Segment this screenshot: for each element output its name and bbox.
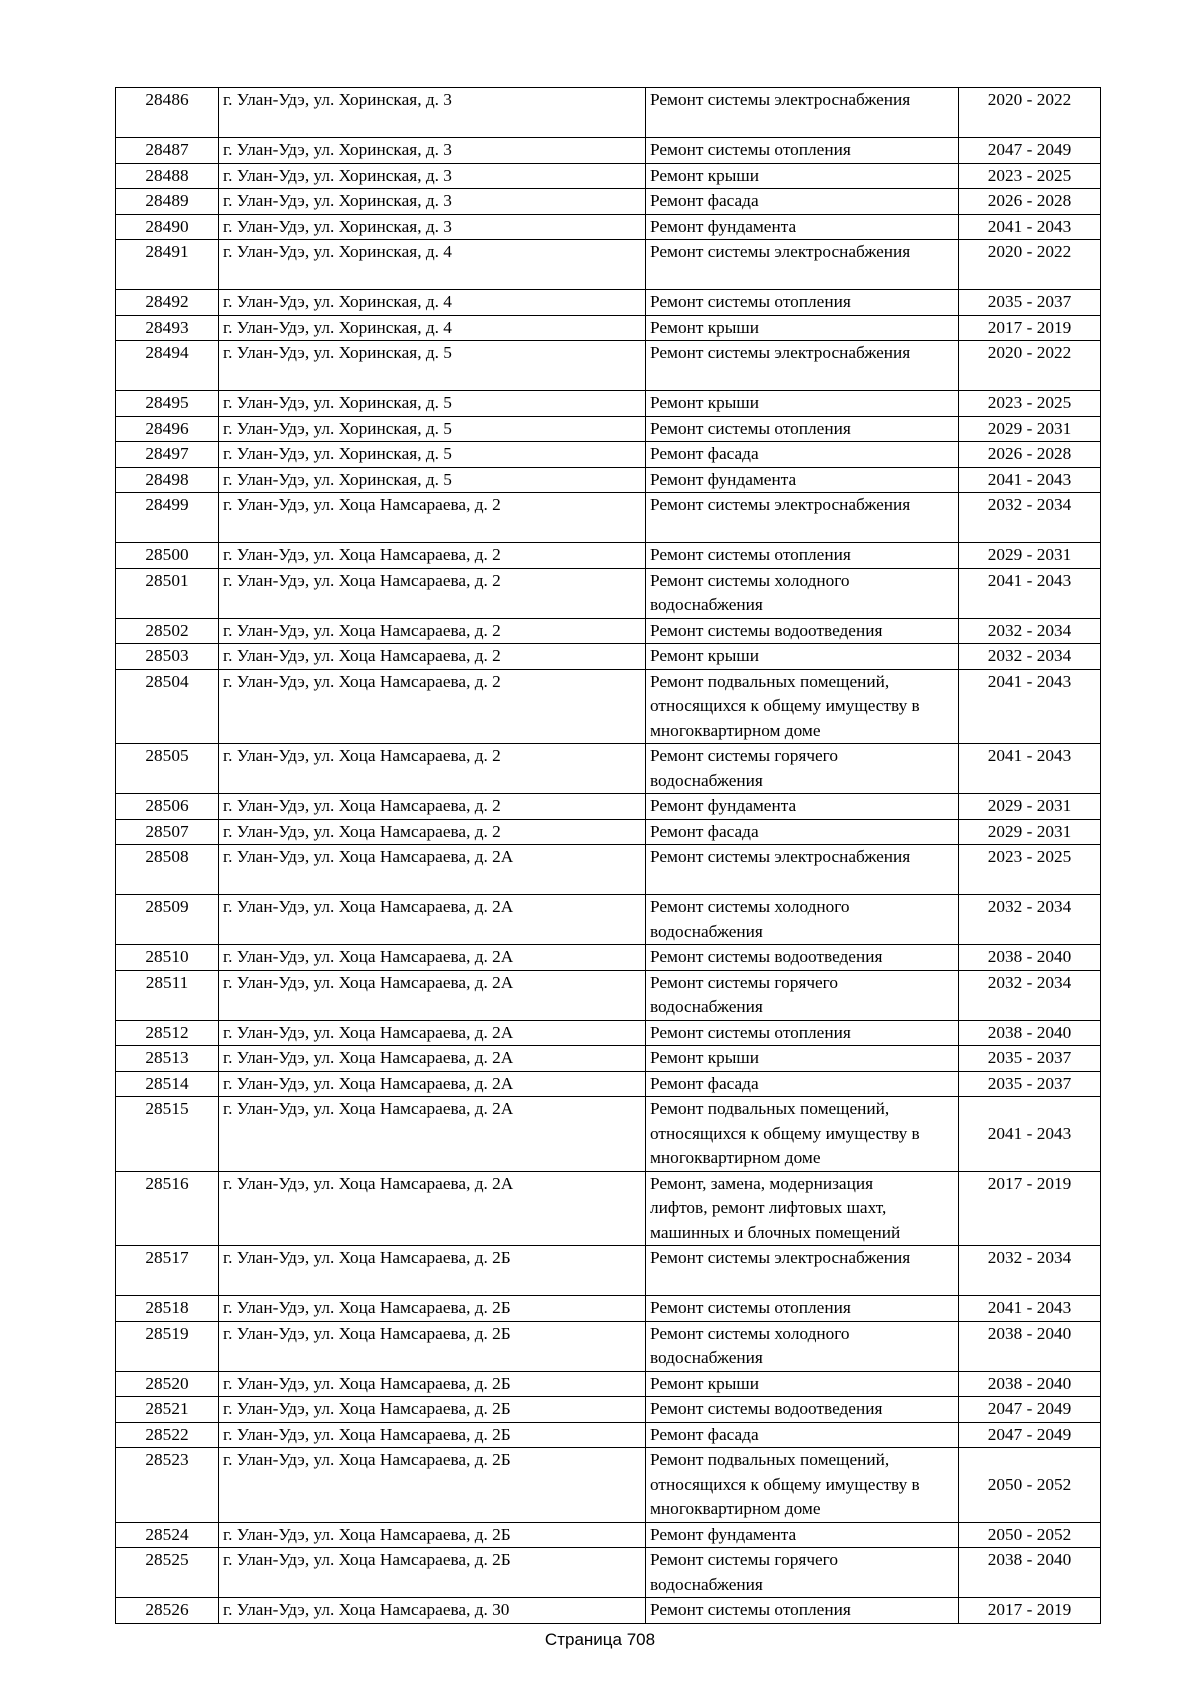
table-row — [116, 442, 1101, 468]
work-line: водоснабжения — [650, 997, 763, 1016]
cell-period: 2047 - 2049 — [959, 138, 1101, 164]
table-row — [116, 214, 1101, 240]
cell-period: 2020 - 2022 — [959, 341, 1101, 391]
cell-work-type — [646, 618, 959, 644]
cell-address: г. Улан-Удэ, ул. Хоца Намсараева, д. 2Б — [219, 1246, 646, 1296]
work-line: Ремонт системы холодного — [650, 570, 850, 590]
work-line: Ремонт системы электроснабжения — [650, 1248, 911, 1267]
work-line: Ремонт фундамента — [650, 796, 797, 815]
cell-id: 28496 — [116, 416, 219, 442]
cell-id: 28513 — [116, 1046, 219, 1072]
cell-work-type — [646, 138, 959, 164]
table-row — [116, 543, 1101, 569]
work-line: Ремонт системы отопления — [650, 292, 851, 311]
cell-period: 2041 - 2043 — [959, 744, 1101, 794]
cell-id: 28512 — [116, 1020, 219, 1046]
cell-address: г. Улан-Удэ, ул. Хоца Намсараева, д. 2 — [219, 618, 646, 644]
cell-address: г. Улан-Удэ, ул. Хоца Намсараева, д. 2 — [219, 568, 646, 618]
table-row — [116, 1020, 1101, 1046]
cell-work-type — [646, 391, 959, 417]
cell-address: г. Улан-Удэ, ул. Хоца Намсараева, д. 2Б — [219, 1522, 646, 1548]
cell-id: 28519 — [116, 1321, 219, 1371]
work-line: Ремонт системы электроснабжения — [650, 495, 911, 514]
table-row — [116, 568, 1101, 618]
table-row — [116, 1548, 1101, 1598]
cell-period: 2041 - 2043 — [959, 1296, 1101, 1322]
cell-work-type — [646, 442, 959, 468]
cell-work-type — [646, 669, 959, 744]
cell-address: г. Улан-Удэ, ул. Хоца Намсараева, д. 2А — [219, 1046, 646, 1072]
cell-address: г. Улан-Удэ, ул. Хоринская, д. 4 — [219, 315, 646, 341]
work-line: Ремонт системы холодного — [650, 1323, 850, 1343]
cell-id: 28495 — [116, 391, 219, 417]
cell-address: г. Улан-Удэ, ул. Хоца Намсараева, д. 2Б — [219, 1321, 646, 1371]
cell-work-type — [646, 214, 959, 240]
cell-id: 28524 — [116, 1522, 219, 1548]
cell-work-type — [646, 644, 959, 670]
table-row — [116, 1246, 1101, 1296]
cell-period: 2038 - 2040 — [959, 1371, 1101, 1397]
cell-id: 28502 — [116, 618, 219, 644]
cell-id: 28509 — [116, 895, 219, 945]
cell-id: 28515 — [116, 1097, 219, 1172]
cell-work-type — [646, 1397, 959, 1423]
cell-address: г. Улан-Удэ, ул. Хоринская, д. 3 — [219, 163, 646, 189]
cell-id: 28499 — [116, 493, 219, 543]
cell-id: 28514 — [116, 1071, 219, 1097]
table-row — [116, 945, 1101, 971]
work-line: относящихся к общему имуществу в — [650, 696, 920, 715]
cell-work-type — [646, 493, 959, 543]
cell-address: г. Улан-Удэ, ул. Хоца Намсараева, д. 2А — [219, 1071, 646, 1097]
table-row — [116, 341, 1101, 391]
cell-id: 28493 — [116, 315, 219, 341]
cell-address: г. Улан-Удэ, ул. Хоца Намсараева, д. 30 — [219, 1598, 646, 1624]
work-line: Ремонт фундамента — [650, 1524, 797, 1544]
cell-id: 28505 — [116, 744, 219, 794]
work-line: Ремонт системы электроснабжения — [650, 847, 911, 866]
cell-work-type — [646, 1071, 959, 1097]
cell-work-type — [646, 895, 959, 945]
work-line: Ремонт системы водоотведения — [650, 1399, 883, 1418]
table-row — [116, 391, 1101, 417]
cell-period: 2017 - 2019 — [959, 1598, 1101, 1624]
work-line: Ремонт фасада — [650, 191, 759, 210]
cell-work-type — [646, 1598, 959, 1624]
cell-work-type — [646, 341, 959, 391]
cell-address: г. Улан-Удэ, ул. Хоца Намсараева, д. 2А — [219, 845, 646, 895]
cell-work-type — [646, 1321, 959, 1371]
cell-work-type — [646, 1246, 959, 1296]
cell-id: 28522 — [116, 1422, 219, 1448]
cell-period: 2041 - 2043 — [959, 1097, 1101, 1172]
cell-work-type — [646, 1371, 959, 1397]
cell-work-type — [646, 1448, 959, 1523]
cell-address: г. Улан-Удэ, ул. Хоринская, д. 3 — [219, 88, 646, 138]
cell-id: 28507 — [116, 819, 219, 845]
cell-address: г. Улан-Удэ, ул. Хоца Намсараева, д. 2 — [219, 669, 646, 744]
table-row — [116, 1046, 1101, 1072]
work-line: Ремонт системы электроснабжения — [650, 90, 911, 109]
table-body — [116, 88, 1101, 1624]
cell-work-type — [646, 240, 959, 290]
cell-id: 28498 — [116, 467, 219, 493]
table-row — [116, 1097, 1101, 1172]
table-row — [116, 644, 1101, 670]
cell-id: 28504 — [116, 669, 219, 744]
work-line: Ремонт подвальных помещений, — [650, 1450, 890, 1469]
table-row — [116, 189, 1101, 215]
cell-period: 2032 - 2034 — [959, 644, 1101, 670]
table-row — [116, 1522, 1101, 1548]
table-row — [116, 1171, 1101, 1246]
work-line: Ремонт подвальных помещений, — [650, 1099, 890, 1118]
cell-work-type — [646, 1020, 959, 1046]
work-line: Ремонт фундамента — [650, 216, 797, 236]
cell-work-type — [646, 1548, 959, 1598]
cell-period: 2050 - 2052 — [959, 1448, 1101, 1523]
table-row — [116, 819, 1101, 845]
table-row — [116, 290, 1101, 316]
table-row — [116, 493, 1101, 543]
cell-address: г. Улан-Удэ, ул. Хоринская, д. 4 — [219, 290, 646, 316]
work-line: Ремонт подвальных помещений, — [650, 671, 890, 691]
cell-period: 2035 - 2037 — [959, 1071, 1101, 1097]
table-row — [116, 744, 1101, 794]
work-line: водоснабжения — [650, 595, 763, 614]
cell-address: г. Улан-Удэ, ул. Хоца Намсараева, д. 2Б — [219, 1422, 646, 1448]
work-line: Ремонт системы отопления — [650, 140, 851, 159]
cell-period: 2050 - 2052 — [959, 1522, 1101, 1548]
work-line: Ремонт системы отопления — [650, 418, 851, 438]
cell-period: 2026 - 2028 — [959, 442, 1101, 468]
cell-work-type — [646, 163, 959, 189]
work-line: относящихся к общему имуществу в — [650, 1123, 920, 1143]
cell-period: 2032 - 2034 — [959, 493, 1101, 543]
work-line: Ремонт фасада — [650, 1424, 759, 1444]
cell-period: 2026 - 2028 — [959, 189, 1101, 215]
work-line: Ремонт системы электроснабжения — [650, 343, 911, 362]
cell-address: г. Улан-Удэ, ул. Хоца Намсараева, д. 2 — [219, 819, 646, 845]
cell-work-type — [646, 819, 959, 845]
work-line: Ремонт системы отопления — [650, 1298, 851, 1317]
cell-address: г. Улан-Удэ, ул. Хоринская, д. 3 — [219, 189, 646, 215]
table-row — [116, 315, 1101, 341]
table-row — [116, 1321, 1101, 1371]
cell-work-type — [646, 88, 959, 138]
cell-address: г. Улан-Удэ, ул. Хоца Намсараева, д. 2 — [219, 744, 646, 794]
cell-address: г. Улан-Удэ, ул. Хоринская, д. 4 — [219, 240, 646, 290]
cell-address: г. Улан-Удэ, ул. Хоца Намсараева, д. 2Б — [219, 1371, 646, 1397]
work-line: водоснабжения — [650, 1348, 763, 1367]
table-row — [116, 416, 1101, 442]
cell-period: 2029 - 2031 — [959, 794, 1101, 820]
cell-period: 2041 - 2043 — [959, 467, 1101, 493]
cell-work-type — [646, 416, 959, 442]
cell-work-type — [646, 1171, 959, 1246]
work-line: Ремонт системы горячего — [650, 1550, 838, 1569]
cell-period: 2029 - 2031 — [959, 416, 1101, 442]
cell-period: 2041 - 2043 — [959, 669, 1101, 744]
cell-address: г. Улан-Удэ, ул. Хоца Намсараева, д. 2Б — [219, 1448, 646, 1523]
page-number: Страница 708 — [544, 1630, 656, 1649]
cell-address: г. Улан-Удэ, ул. Хоца Намсараева, д. 2А — [219, 970, 646, 1020]
cell-id: 28508 — [116, 845, 219, 895]
cell-address: г. Улан-Удэ, ул. Хоринская, д. 5 — [219, 467, 646, 493]
cell-id: 28526 — [116, 1598, 219, 1624]
table-row — [116, 1397, 1101, 1423]
work-line: Ремонт системы горячего — [650, 746, 838, 765]
cell-address: г. Улан-Удэ, ул. Хоца Намсараева, д. 2А — [219, 1097, 646, 1172]
cell-id: 28517 — [116, 1246, 219, 1296]
cell-id: 28525 — [116, 1548, 219, 1598]
cell-id: 28486 — [116, 88, 219, 138]
cell-work-type — [646, 189, 959, 215]
cell-address: г. Улан-Удэ, ул. Хоринская, д. 5 — [219, 416, 646, 442]
capital-repair-table — [115, 87, 1101, 1624]
work-line: многоквартирном доме — [650, 1499, 821, 1518]
table-row — [116, 1422, 1101, 1448]
cell-period: 2020 - 2022 — [959, 240, 1101, 290]
cell-work-type — [646, 467, 959, 493]
cell-address: г. Улан-Удэ, ул. Хоринская, д. 5 — [219, 391, 646, 417]
cell-address: г. Улан-Удэ, ул. Хоца Намсараева, д. 2А — [219, 945, 646, 971]
cell-id: 28506 — [116, 794, 219, 820]
work-line: Ремонт системы отопления — [650, 545, 851, 564]
cell-id: 28500 — [116, 543, 219, 569]
work-line: Ремонт фасада — [650, 821, 759, 841]
cell-period: 2032 - 2034 — [959, 618, 1101, 644]
work-line: многоквартирном доме — [650, 1148, 821, 1167]
table-row — [116, 845, 1101, 895]
cell-period: 2017 - 2019 — [959, 315, 1101, 341]
cell-id: 28523 — [116, 1448, 219, 1523]
work-line: водоснабжения — [650, 921, 763, 941]
table-row — [116, 1598, 1101, 1624]
work-line: Ремонт системы холодного — [650, 897, 850, 916]
work-line: Ремонт системы горячего — [650, 972, 838, 992]
table-row — [116, 467, 1101, 493]
cell-work-type — [646, 794, 959, 820]
cell-period: 2038 - 2040 — [959, 1548, 1101, 1598]
cell-work-type — [646, 543, 959, 569]
work-line: многоквартирном доме — [650, 720, 821, 740]
cell-address: г. Улан-Удэ, ул. Хоца Намсараева, д. 2А — [219, 1171, 646, 1246]
cell-id: 28503 — [116, 644, 219, 670]
work-line: Ремонт системы водоотведения — [650, 620, 883, 640]
work-line: водоснабжения — [650, 1574, 763, 1594]
cell-id: 28497 — [116, 442, 219, 468]
table-row — [116, 240, 1101, 290]
cell-id: 28492 — [116, 290, 219, 316]
cell-period: 2035 - 2037 — [959, 290, 1101, 316]
work-line: Ремонт фасада — [650, 1073, 759, 1093]
cell-address: г. Улан-Удэ, ул. Хоринская, д. 5 — [219, 442, 646, 468]
work-line: относящихся к общему имуществу в — [650, 1474, 920, 1494]
cell-period: 2038 - 2040 — [959, 1020, 1101, 1046]
cell-work-type — [646, 315, 959, 341]
cell-period: 2032 - 2034 — [959, 1246, 1101, 1296]
cell-address: г. Улан-Удэ, ул. Хоринская, д. 3 — [219, 214, 646, 240]
table-row — [116, 88, 1101, 138]
work-line: Ремонт фасада — [650, 444, 759, 463]
cell-period: 2038 - 2040 — [959, 1321, 1101, 1371]
work-line: Ремонт системы водоотведения — [650, 947, 883, 966]
cell-period: 2017 - 2019 — [959, 1171, 1101, 1246]
cell-period: 2035 - 2037 — [959, 1046, 1101, 1072]
cell-address: г. Улан-Удэ, ул. Хоца Намсараева, д. 2 — [219, 794, 646, 820]
table-row — [116, 138, 1101, 164]
work-line: машинных и блочных помещений — [650, 1222, 901, 1242]
table-row — [116, 1296, 1101, 1322]
table-row — [116, 669, 1101, 744]
cell-address: г. Улан-Удэ, ул. Хоца Намсараева, д. 2А — [219, 1020, 646, 1046]
cell-id: 28490 — [116, 214, 219, 240]
work-line: Ремонт системы отопления — [650, 1600, 851, 1619]
cell-address: г. Улан-Удэ, ул. Хоца Намсараева, д. 2Б — [219, 1296, 646, 1322]
cell-work-type — [646, 1522, 959, 1548]
cell-period: 2029 - 2031 — [959, 819, 1101, 845]
work-line: водоснабжения — [650, 770, 763, 790]
work-line: Ремонт системы электроснабжения — [650, 242, 911, 261]
work-line: Ремонт фундамента — [650, 469, 797, 489]
cell-period: 2023 - 2025 — [959, 845, 1101, 895]
cell-period: 2047 - 2049 — [959, 1422, 1101, 1448]
cell-work-type — [646, 1296, 959, 1322]
work-line: Ремонт крыши — [650, 165, 759, 185]
cell-id: 28494 — [116, 341, 219, 391]
cell-address: г. Улан-Удэ, ул. Хоринская, д. 5 — [219, 341, 646, 391]
cell-work-type — [646, 945, 959, 971]
work-line: лифтов, ремонт лифтовых шахт, — [650, 1198, 887, 1217]
cell-id: 28501 — [116, 568, 219, 618]
cell-id: 28487 — [116, 138, 219, 164]
cell-period: 2032 - 2034 — [959, 895, 1101, 945]
cell-work-type — [646, 568, 959, 618]
table-row — [116, 163, 1101, 189]
cell-id: 28489 — [116, 189, 219, 215]
cell-id: 28488 — [116, 163, 219, 189]
cell-id: 28518 — [116, 1296, 219, 1322]
work-line: Ремонт крыши — [650, 646, 759, 665]
table-row — [116, 1371, 1101, 1397]
cell-address: г. Улан-Удэ, ул. Хоца Намсараева, д. 2А — [219, 895, 646, 945]
cell-id: 28520 — [116, 1371, 219, 1397]
cell-address: г. Улан-Удэ, ул. Хоца Намсараева, д. 2Б — [219, 1548, 646, 1598]
cell-address: г. Улан-Удэ, ул. Хоца Намсараева, д. 2Б — [219, 1397, 646, 1423]
cell-work-type — [646, 1046, 959, 1072]
cell-period: 2020 - 2022 — [959, 88, 1101, 138]
work-line: Ремонт крыши — [650, 1373, 759, 1393]
cell-period: 2041 - 2043 — [959, 568, 1101, 618]
cell-work-type — [646, 845, 959, 895]
work-line: Ремонт крыши — [650, 317, 759, 337]
work-line: Ремонт крыши — [650, 393, 759, 412]
cell-id: 28511 — [116, 970, 219, 1020]
cell-address: г. Улан-Удэ, ул. Хоца Намсараева, д. 2 — [219, 493, 646, 543]
cell-id: 28491 — [116, 240, 219, 290]
cell-id: 28521 — [116, 1397, 219, 1423]
cell-id: 28510 — [116, 945, 219, 971]
cell-work-type — [646, 744, 959, 794]
cell-period: 2023 - 2025 — [959, 163, 1101, 189]
table-row — [116, 970, 1101, 1020]
cell-work-type — [646, 970, 959, 1020]
cell-period: 2047 - 2049 — [959, 1397, 1101, 1423]
cell-period: 2023 - 2025 — [959, 391, 1101, 417]
table-row — [116, 1071, 1101, 1097]
cell-address: г. Улан-Удэ, ул. Хоца Намсараева, д. 2 — [219, 543, 646, 569]
table-row — [116, 895, 1101, 945]
cell-work-type — [646, 1097, 959, 1172]
work-line: Ремонт, замена, модернизация — [650, 1173, 874, 1193]
cell-period: 2029 - 2031 — [959, 543, 1101, 569]
cell-period: 2041 - 2043 — [959, 214, 1101, 240]
cell-address: г. Улан-Удэ, ул. Хоца Намсараева, д. 2 — [219, 644, 646, 670]
table-row — [116, 794, 1101, 820]
cell-period: 2032 - 2034 — [959, 970, 1101, 1020]
work-line: Ремонт крыши — [650, 1048, 759, 1067]
table-row — [116, 1448, 1101, 1523]
cell-id: 28516 — [116, 1171, 219, 1246]
work-line: Ремонт системы отопления — [650, 1022, 851, 1042]
cell-work-type — [646, 1422, 959, 1448]
cell-period: 2038 - 2040 — [959, 945, 1101, 971]
table-row — [116, 618, 1101, 644]
cell-address: г. Улан-Удэ, ул. Хоринская, д. 3 — [219, 138, 646, 164]
cell-work-type — [646, 290, 959, 316]
